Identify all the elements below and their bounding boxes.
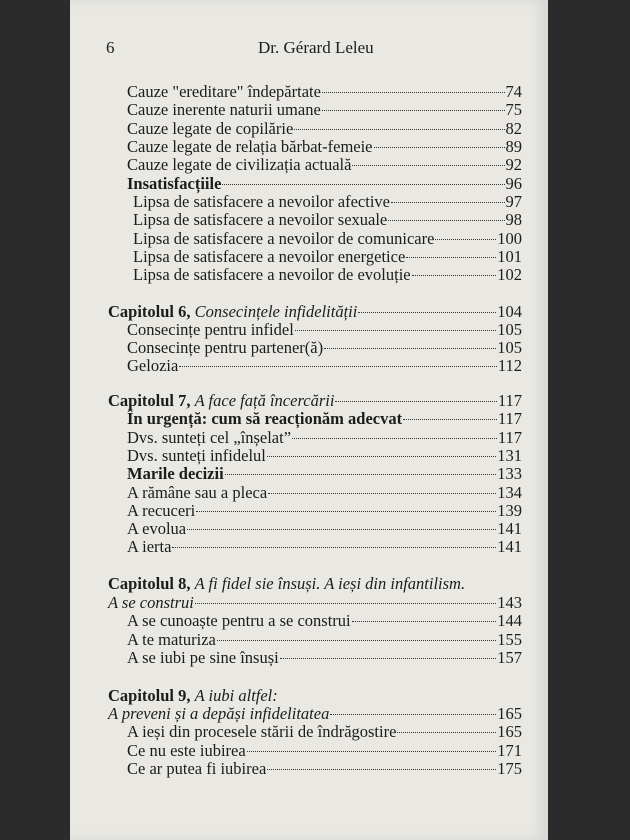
toc-entry: Lipsa de satisfacere a nevoilor energetice 101 xyxy=(133,247,522,266)
toc-entry: Consecințe pentru infidel 105 xyxy=(127,320,522,339)
toc-entry: Cauze legate de copilărie 82 xyxy=(127,119,522,138)
toc-entry: A se iubi pe sine însuși 157 xyxy=(127,648,522,667)
toc-chapter-entry: Capitolul 9, A iubi altfel: xyxy=(108,686,278,705)
toc-entry: Cauze legate de relația bărbat-femeie 89 xyxy=(127,137,522,156)
toc-entry: Ce ar putea fi iubirea 175 xyxy=(127,759,522,778)
book-page xyxy=(70,0,548,840)
toc-entry: A recuceri 139 xyxy=(127,501,522,520)
toc-section-entry: Insatisfacțiile 96 xyxy=(127,174,522,193)
toc-entry: Cauze "ereditare" îndepărtate 74 xyxy=(127,82,522,101)
toc-entry: Consecințe pentru partener(ă) 105 xyxy=(127,338,522,357)
toc-chapter-entry: Capitolul 8, A fi fidel sie însuși. A ieși din infantilism. xyxy=(108,574,466,593)
page-number: 6 xyxy=(106,38,115,57)
toc-entry: A te maturiza 155 xyxy=(127,630,522,649)
toc-entry: A se construi 143 xyxy=(108,593,522,612)
toc-section-entry: Marile decizii 133 xyxy=(127,464,522,483)
toc-entry: A ierta 141 xyxy=(127,537,522,556)
toc-section-entry: În urgență: cum să reacționăm adecvat 117 xyxy=(127,409,522,428)
toc-entry: Lipsa de satisfacere a nevoilor de evoluție 102 xyxy=(133,265,522,284)
toc-entry: A rămâne sau a pleca 134 xyxy=(127,483,522,502)
toc-entry: A evolua 141 xyxy=(127,519,522,538)
toc-entry: Cauze legate de civilizația actuală 92 xyxy=(127,155,522,174)
toc-entry: Lipsa de satisfacere a nevoilor de comunicare 100 xyxy=(133,229,522,248)
toc-chapter-entry: Capitolul 6, Consecințele infidelității 104 xyxy=(108,302,522,321)
running-header-author: Dr. Gérard Leleu xyxy=(258,38,374,57)
toc-entry: Dvs. sunteți infidelul 131 xyxy=(127,446,522,465)
toc-entry: Dvs. sunteți cel „înșelat” 117 xyxy=(127,428,522,447)
toc-entry: A se cunoaște pentru a se construi 144 xyxy=(127,611,522,630)
toc-entry: A ieși din procesele stării de îndrăgostire 165 xyxy=(127,722,522,741)
toc-entry: Gelozia 112 xyxy=(127,356,522,375)
toc-entry: A preveni și a depăși infidelitatea 165 xyxy=(108,704,522,723)
toc-entry: Lipsa de satisfacere a nevoilor afective 97 xyxy=(133,192,522,211)
toc-entry: Ce nu este iubirea 171 xyxy=(127,741,522,760)
toc-entry: Cauze inerente naturii umane 75 xyxy=(127,100,522,119)
toc-chapter-entry: Capitolul 7, A face față încercării 117 xyxy=(108,391,522,410)
toc-entry: Lipsa de satisfacere a nevoilor sexuale 98 xyxy=(133,210,522,229)
